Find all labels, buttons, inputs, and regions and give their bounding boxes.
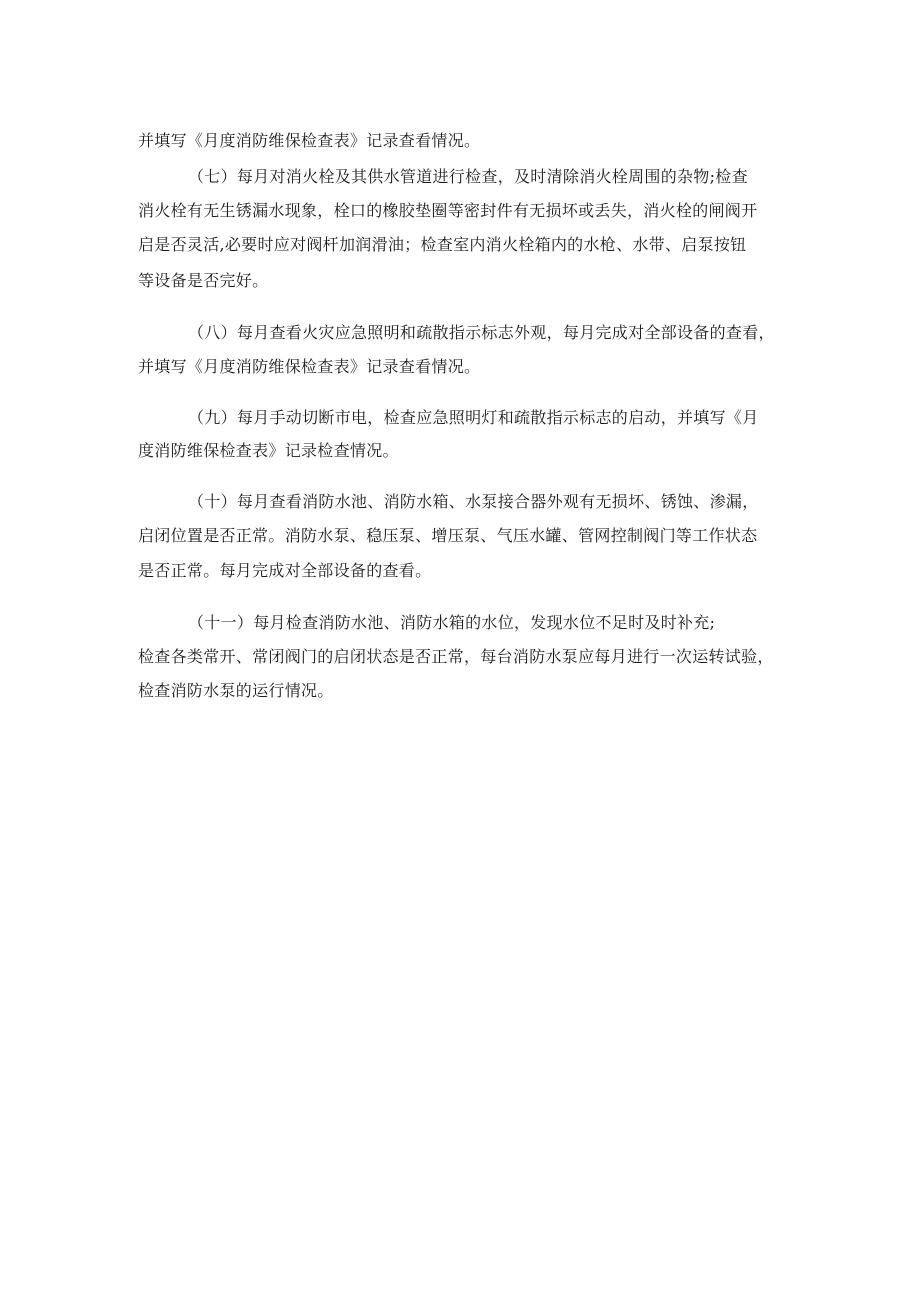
text-line: 消火栓有无生锈漏水现象，栓口的橡胶垫圈等密封件有无损坏或丢失，消火栓的闸阀开 (138, 201, 758, 220)
item-7-heading-line: （七）每月对消火栓及其供水管道进行检查，及时清除消火栓周围的杂物;检查 (188, 167, 748, 186)
text-line: 启是否灵活,必要时应对阀杆加润滑油；检查室内消火栓箱内的水枪、水带、启泵按钮 (138, 235, 747, 254)
item-9-heading-line: （九）每月手动切断市电，检查应急照明灯和疏散指示标志的启动，并填写《月 (188, 408, 759, 427)
text-line: 是否正常。每月完成对全部设备的查看。 (138, 561, 432, 580)
text-line: 检查消防水泵的运行情况。 (138, 681, 334, 700)
item-11-heading-line: （十一）每月检查消防水池、消防水箱的水位，发现水位不足时及时补充; (188, 613, 716, 632)
text-line: 并填写《月度消防维保检查表》记录查看情况。 (138, 131, 481, 150)
item-10-heading-line: （十）每月查看消防水池、消防水箱、水泵接合器外观有无损坏、锈蚀、渗漏， (188, 492, 759, 511)
text-line: 等设备是否完好。 (138, 271, 269, 290)
text-line: 并填写《月度消防维保检查表》记录查看情况。 (138, 357, 481, 376)
text-line: 检查各类常开、常闭阀门的启闭状态是否正常，每台消防水泵应每月进行一次运转试验， (138, 647, 774, 666)
text-line: 度消防维保检查表》记录检查情况。 (138, 441, 399, 460)
item-8-heading-line: （八）每月查看火灾应急照明和疏散指示标志外观，每月完成对全部设备的查看， (188, 323, 775, 342)
text-line: 启闭位置是否正常。消防水泵、稳压泵、增压泵、气压水罐、管网控制阀门等工作状态 (138, 526, 758, 545)
